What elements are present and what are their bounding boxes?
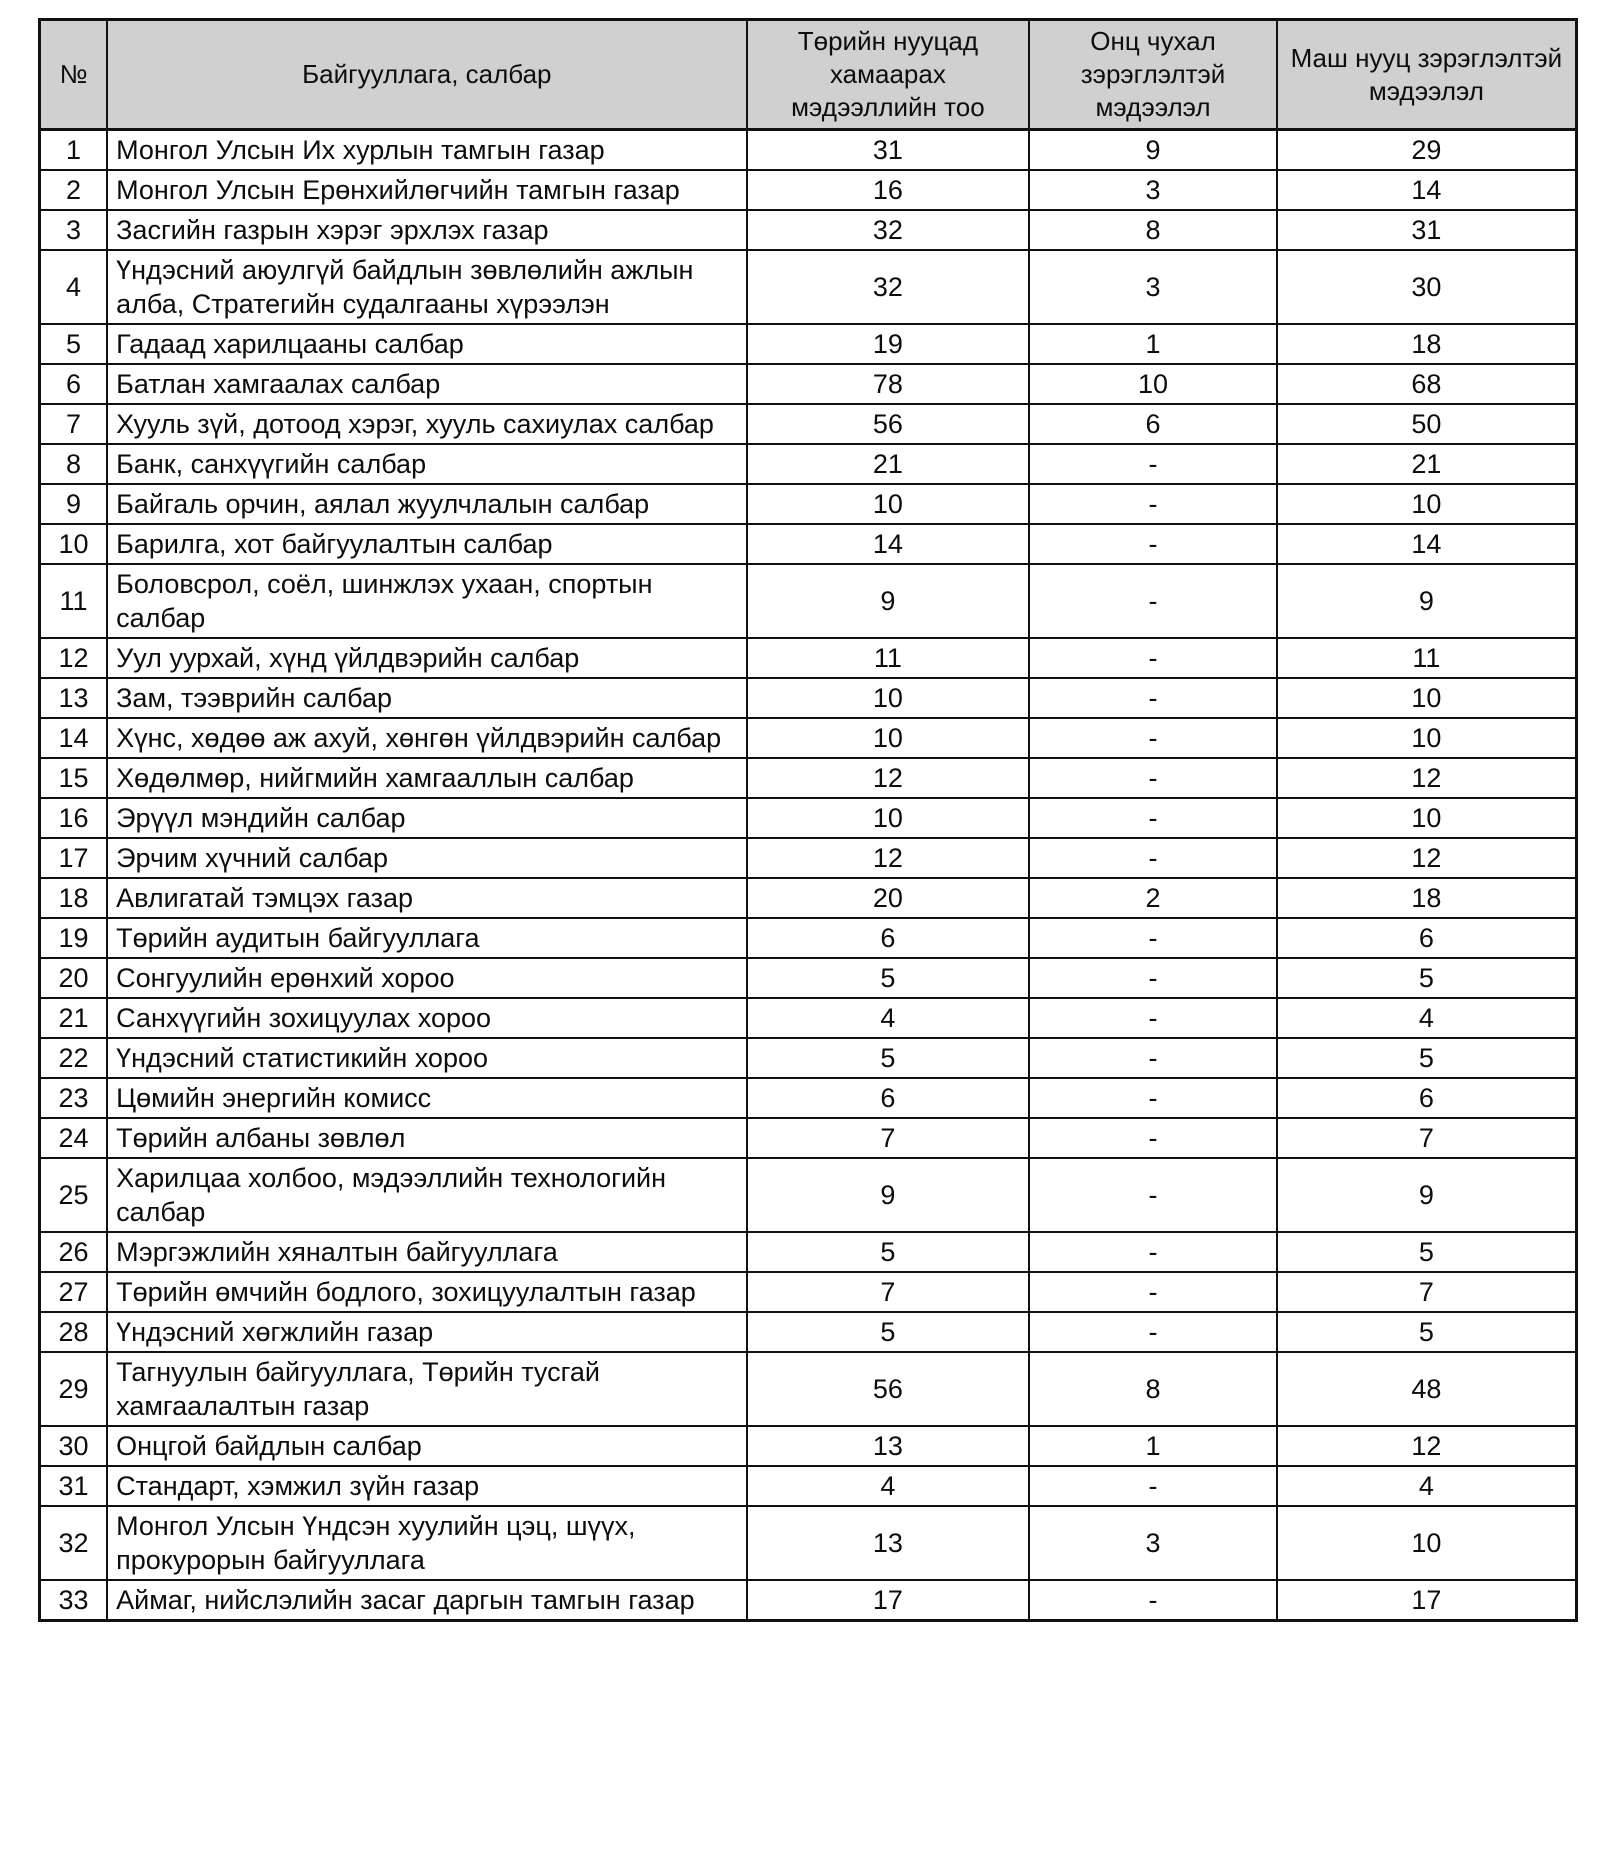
count-top-secret: 48 <box>1277 1352 1577 1426</box>
count-total: 9 <box>747 1158 1030 1232</box>
count-total: 19 <box>747 324 1030 364</box>
count-top-secret: 12 <box>1277 758 1577 798</box>
row-number: 15 <box>40 758 108 798</box>
count-critical: 9 <box>1029 130 1276 171</box>
org-name: Мэргэжлийн хяналтын байгууллага <box>107 1232 746 1272</box>
org-name: Тагнуулын байгууллага, Төрийн тусгай хамгаалалтын газар <box>107 1352 746 1426</box>
count-critical: - <box>1029 1038 1276 1078</box>
count-critical: - <box>1029 1466 1276 1506</box>
count-total: 11 <box>747 638 1030 678</box>
count-critical: - <box>1029 758 1276 798</box>
row-number: 1 <box>40 130 108 171</box>
count-total: 78 <box>747 364 1030 404</box>
count-top-secret: 12 <box>1277 838 1577 878</box>
count-critical: 2 <box>1029 878 1276 918</box>
row-number: 33 <box>40 1580 108 1621</box>
count-critical: 1 <box>1029 324 1276 364</box>
row-number: 27 <box>40 1272 108 1312</box>
org-name: Үндэсний хөгжлийн газар <box>107 1312 746 1352</box>
watermark <box>700 1806 1580 1815</box>
count-top-secret: 5 <box>1277 1232 1577 1272</box>
table-row <box>40 1232 1577 1272</box>
count-critical: - <box>1029 1078 1276 1118</box>
table-row <box>40 678 1577 718</box>
count-top-secret: 11 <box>1277 638 1577 678</box>
row-number: 32 <box>40 1506 108 1580</box>
org-name: Монгол Улсын Үндсэн хуулийн цэц, шүүх, прокурорын байгууллага <box>107 1506 746 1580</box>
count-top-secret: 12 <box>1277 1426 1577 1466</box>
count-total: 10 <box>747 798 1030 838</box>
count-total: 5 <box>747 1312 1030 1352</box>
count-top-secret: 10 <box>1277 718 1577 758</box>
count-top-secret: 29 <box>1277 130 1577 171</box>
count-top-secret: 9 <box>1277 1158 1577 1232</box>
count-critical: 10 <box>1029 364 1276 404</box>
count-critical: - <box>1029 484 1276 524</box>
count-total: 5 <box>747 958 1030 998</box>
table-row <box>40 638 1577 678</box>
org-name: Байгаль орчин, аялал жуулчлалын салбар <box>107 484 746 524</box>
count-critical: - <box>1029 1580 1276 1621</box>
count-critical: - <box>1029 444 1276 484</box>
count-critical: - <box>1029 718 1276 758</box>
org-name: Үндэсний аюулгүй байдлын зөвлөлийн ажлын алба, Стратегийн судалгааны хүрээлэн <box>107 250 746 324</box>
org-name: Харилцаа холбоо, мэдээллийн технологийн салбар <box>107 1158 746 1232</box>
count-critical: - <box>1029 998 1276 1038</box>
watermark <box>700 1684 1580 1693</box>
row-number: 21 <box>40 998 108 1038</box>
row-number: 10 <box>40 524 108 564</box>
table-row <box>40 1272 1577 1312</box>
count-top-secret: 14 <box>1277 524 1577 564</box>
count-top-secret: 9 <box>1277 564 1577 638</box>
org-name: Онцгой байдлын салбар <box>107 1426 746 1466</box>
table-row <box>40 758 1577 798</box>
count-total: 9 <box>747 564 1030 638</box>
org-name: Засгийн газрын хэрэг эрхлэх газар <box>107 210 746 250</box>
org-name: Хүнс, хөдөө аж ахуй, хөнгөн үйлдвэрийн салбар <box>107 718 746 758</box>
org-name: Цөмийн энергийн комисс <box>107 1078 746 1118</box>
count-top-secret: 50 <box>1277 404 1577 444</box>
org-name: Эрчим хүчний салбар <box>107 838 746 878</box>
count-critical: - <box>1029 1232 1276 1272</box>
table-row <box>40 838 1577 878</box>
org-name: Гадаад харилцааны салбар <box>107 324 746 364</box>
org-name: Үндэсний статистикийн хороо <box>107 1038 746 1078</box>
table-row <box>40 1466 1577 1506</box>
table-row <box>40 564 1577 638</box>
table-row <box>40 878 1577 918</box>
row-number: 3 <box>40 210 108 250</box>
table-row <box>40 1078 1577 1118</box>
org-name: Төрийн албаны зөвлөл <box>107 1118 746 1158</box>
table-row <box>40 1426 1577 1466</box>
table-row <box>40 958 1577 998</box>
table-row <box>40 170 1577 210</box>
org-name: Монгол Улсын Ерөнхийлөгчийн тамгын газар <box>107 170 746 210</box>
count-critical: 8 <box>1029 1352 1276 1426</box>
count-total: 21 <box>747 444 1030 484</box>
count-top-secret: 10 <box>1277 484 1577 524</box>
header-org: Байгууллага, салбар <box>107 20 746 130</box>
table-row <box>40 250 1577 324</box>
row-number: 5 <box>40 324 108 364</box>
count-top-secret: 14 <box>1277 170 1577 210</box>
table-row <box>40 918 1577 958</box>
row-number: 4 <box>40 250 108 324</box>
count-total: 20 <box>747 878 1030 918</box>
row-number: 7 <box>40 404 108 444</box>
org-name: Монгол Улсын Их хурлын тамгын газар <box>107 130 746 171</box>
count-top-secret: 10 <box>1277 1506 1577 1580</box>
count-total: 4 <box>747 1466 1030 1506</box>
org-name: Уул уурхай, хүнд үйлдвэрийн салбар <box>107 638 746 678</box>
count-critical: - <box>1029 1312 1276 1352</box>
count-critical: - <box>1029 1118 1276 1158</box>
count-top-secret: 5 <box>1277 1312 1577 1352</box>
header-no: № <box>40 20 108 130</box>
row-number: 9 <box>40 484 108 524</box>
count-critical: - <box>1029 1272 1276 1312</box>
count-top-secret: 21 <box>1277 444 1577 484</box>
row-number: 29 <box>40 1352 108 1426</box>
org-name: Боловсрол, соёл, шинжлэх ухаан, спортын салбар <box>107 564 746 638</box>
org-name: Авлигатай тэмцэх газар <box>107 878 746 918</box>
count-top-secret: 5 <box>1277 1038 1577 1078</box>
table-row <box>40 130 1577 171</box>
count-total: 4 <box>747 998 1030 1038</box>
count-critical: - <box>1029 838 1276 878</box>
row-number: 18 <box>40 878 108 918</box>
count-total: 5 <box>747 1232 1030 1272</box>
table-row <box>40 1158 1577 1232</box>
row-number: 25 <box>40 1158 108 1232</box>
org-name: Төрийн өмчийн бодлого, зохицуулалтын газар <box>107 1272 746 1312</box>
count-top-secret: 31 <box>1277 210 1577 250</box>
row-number: 26 <box>40 1232 108 1272</box>
org-name: Сонгуулийн ерөнхий хороо <box>107 958 746 998</box>
count-top-secret: 4 <box>1277 1466 1577 1506</box>
table-row <box>40 484 1577 524</box>
count-critical: - <box>1029 564 1276 638</box>
count-top-secret: 17 <box>1277 1580 1577 1621</box>
count-critical: - <box>1029 524 1276 564</box>
org-name: Батлан хамгаалах салбар <box>107 364 746 404</box>
count-top-secret: 10 <box>1277 798 1577 838</box>
count-top-secret: 6 <box>1277 1078 1577 1118</box>
table-row <box>40 1580 1577 1621</box>
table-row <box>40 210 1577 250</box>
count-total: 7 <box>747 1118 1030 1158</box>
row-number: 11 <box>40 564 108 638</box>
count-total: 56 <box>747 1352 1030 1426</box>
table-row <box>40 524 1577 564</box>
count-total: 7 <box>747 1272 1030 1312</box>
table-row <box>40 798 1577 838</box>
table-row <box>40 1312 1577 1352</box>
header-critical: Онц чухал зэрэглэлтэй мэдээлэл <box>1029 20 1276 130</box>
count-total: 12 <box>747 838 1030 878</box>
org-name: Стандарт, хэмжил зүйн газар <box>107 1466 746 1506</box>
count-top-secret: 30 <box>1277 250 1577 324</box>
count-top-secret: 4 <box>1277 998 1577 1038</box>
count-top-secret: 5 <box>1277 958 1577 998</box>
count-total: 6 <box>747 918 1030 958</box>
table-body <box>40 130 1577 1621</box>
watermark <box>1020 1620 1580 1840</box>
header-top-secret: Маш нууц зэрэглэлтэй мэдээлэл <box>1277 20 1577 130</box>
count-top-secret: 10 <box>1277 678 1577 718</box>
table-row <box>40 718 1577 758</box>
count-top-secret: 18 <box>1277 324 1577 364</box>
row-number: 17 <box>40 838 108 878</box>
row-number: 23 <box>40 1078 108 1118</box>
count-total: 10 <box>747 718 1030 758</box>
org-name: Зам, тээврийн салбар <box>107 678 746 718</box>
row-number: 30 <box>40 1426 108 1466</box>
count-critical: - <box>1029 638 1276 678</box>
count-top-secret: 68 <box>1277 364 1577 404</box>
count-total: 56 <box>747 404 1030 444</box>
table-row <box>40 364 1577 404</box>
row-number: 28 <box>40 1312 108 1352</box>
row-number: 2 <box>40 170 108 210</box>
table-row <box>40 444 1577 484</box>
count-critical: 1 <box>1029 1426 1276 1466</box>
count-total: 10 <box>747 678 1030 718</box>
row-number: 13 <box>40 678 108 718</box>
table-row <box>40 1506 1577 1580</box>
count-total: 10 <box>747 484 1030 524</box>
row-number: 22 <box>40 1038 108 1078</box>
org-name: Барилга, хот байгуулалтын салбар <box>107 524 746 564</box>
table-header <box>40 20 1577 130</box>
count-total: 17 <box>747 1580 1030 1621</box>
row-number: 8 <box>40 444 108 484</box>
count-critical: - <box>1029 958 1276 998</box>
org-name: Хөдөлмөр, нийгмийн хамгааллын салбар <box>107 758 746 798</box>
count-total: 13 <box>747 1506 1030 1580</box>
count-top-secret: 7 <box>1277 1272 1577 1312</box>
count-critical: 8 <box>1029 210 1276 250</box>
count-critical: 6 <box>1029 404 1276 444</box>
table-row <box>40 404 1577 444</box>
row-number: 12 <box>40 638 108 678</box>
table-row <box>40 1352 1577 1426</box>
count-total: 32 <box>747 210 1030 250</box>
row-number: 20 <box>40 958 108 998</box>
org-name: Хууль зүй, дотоод хэрэг, хууль сахиулах салбар <box>107 404 746 444</box>
count-top-secret: 18 <box>1277 878 1577 918</box>
table-row <box>40 1118 1577 1158</box>
row-number: 14 <box>40 718 108 758</box>
state-secret-classification-table <box>38 18 1578 1622</box>
count-top-secret: 6 <box>1277 918 1577 958</box>
org-name: Эрүүл мэндийн салбар <box>107 798 746 838</box>
count-critical: - <box>1029 798 1276 838</box>
header-row <box>40 20 1577 130</box>
count-total: 14 <box>747 524 1030 564</box>
count-total: 6 <box>747 1078 1030 1118</box>
row-number: 16 <box>40 798 108 838</box>
count-total: 32 <box>747 250 1030 324</box>
count-critical: - <box>1029 678 1276 718</box>
org-name: Аймаг, нийслэлийн засаг даргын тамгын газар <box>107 1580 746 1621</box>
count-top-secret: 7 <box>1277 1118 1577 1158</box>
org-name: Банк, санхүүгийн салбар <box>107 444 746 484</box>
table-row <box>40 998 1577 1038</box>
org-name: Санхүүгийн зохицуулах хороо <box>107 998 746 1038</box>
org-name: Төрийн аудитын байгууллага <box>107 918 746 958</box>
count-total: 31 <box>747 130 1030 171</box>
count-critical: 3 <box>1029 1506 1276 1580</box>
header-total: Төрийн нууцад хамаарах мэдээллийн тоо <box>747 20 1030 130</box>
count-total: 13 <box>747 1426 1030 1466</box>
row-number: 19 <box>40 918 108 958</box>
table-row <box>40 1038 1577 1078</box>
row-number: 24 <box>40 1118 108 1158</box>
count-critical: - <box>1029 1158 1276 1232</box>
row-number: 31 <box>40 1466 108 1506</box>
count-critical: 3 <box>1029 250 1276 324</box>
count-total: 12 <box>747 758 1030 798</box>
count-total: 16 <box>747 170 1030 210</box>
count-critical: 3 <box>1029 170 1276 210</box>
count-critical: - <box>1029 918 1276 958</box>
count-total: 5 <box>747 1038 1030 1078</box>
table-row <box>40 324 1577 364</box>
row-number: 6 <box>40 364 108 404</box>
